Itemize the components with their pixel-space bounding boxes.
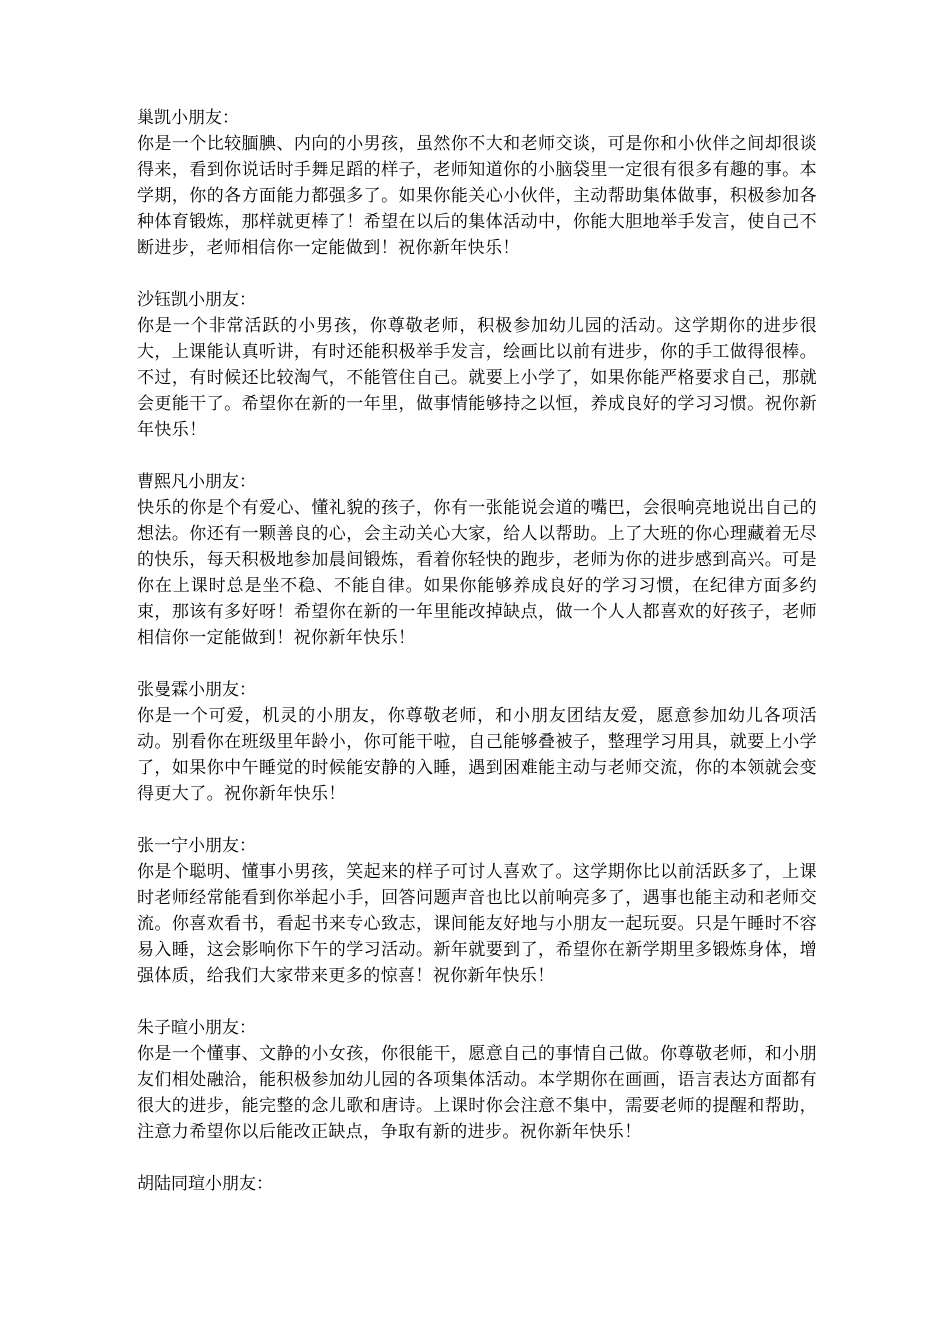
comment-entry	[137, 677, 817, 807]
comment-text: 你是个聪明、懂事小男孩，笑起来的样子可讨人喜欢了。这学期你比以前活跃多了，上课时老师经常能看到你举起小手，回答问题声音也比以前响亮多了，遇事也能主动和老师交流。你喜欢看书，看起书来专心致志，课间能友好地与小朋友一起玩耍。只是午睡时不容易入睡，这会影响你下午的学习活动。新年就要到了，希望你在新学期里多锻炼身体，增强体质，给我们大家带来更多的惊喜！祝你新年快乐！	[137, 862, 817, 986]
document-page	[137, 105, 817, 1223]
student-name: 张曼霖小朋友：	[137, 680, 256, 700]
comment-text: 你是一个懂事、文静的小女孩，你很能干，愿意自己的事情自己做。你尊敬老师，和小朋友们相处融洽，能积极参加幼儿园的各项集体活动。本学期你在画画，语言表达方面都有很大的进步，能完整的念儿歌和唐诗。上课时你会注意不集中，需要老师的提醒和帮助，注意力希望你以后能改正缺点，争取有新的进步。祝你新年快乐！	[137, 1044, 817, 1142]
comment-entry	[137, 1015, 817, 1145]
student-name: 巢凯小朋友：	[137, 108, 239, 128]
comment-entry	[137, 287, 817, 443]
comment-entry	[137, 1171, 817, 1197]
student-name: 张一宁小朋友：	[137, 836, 256, 856]
comment-text: 你是一个非常活跃的小男孩，你尊敬老师，积极参加幼儿园的活动。这学期你的进步很大，上课能认真听讲，有时还能积极举手发言，绘画比以前有进步，你的手工做得很棒。不过，有时候还比较淘气，不能管住自己。就要上小学了，如果你能严格要求自己，那就会更能干了。希望你在新的一年里，做事情能够持之以恒，养成良好的学习习惯。祝你新年快乐！	[137, 316, 817, 440]
comment-entry	[137, 105, 817, 261]
student-name: 曹熙凡小朋友：	[137, 472, 256, 492]
comment-text: 你是一个可爱，机灵的小朋友，你尊敬老师，和小朋友团结友爱，愿意参加幼儿各项活动。别看你在班级里年龄小，你可能干啦，自己能够叠被子，整理学习用具，就要上小学了，如果你中午睡觉的时候能安静的入睡，遇到困难能主动与老师交流，你的本领就会变得更大了。祝你新年快乐！	[137, 706, 817, 804]
comment-text: 快乐的你是个有爱心、懂礼貌的孩子，你有一张能说会道的嘴巴，会很响亮地说出自己的想法。你还有一颗善良的心，会主动关心大家，给人以帮助。上了大班的你心理藏着无尽的快乐，每天积极地参加晨间锻炼，看着你轻快的跑步，老师为你的进步感到高兴。可是你在上课时总是坐不稳、不能自律。如果你能够养成良好的学习习惯，在纪律方面多约束，那该有多好呀！希望你在新的一年里能改掉缺点，做一个人人都喜欢的好孩子，老师相信你一定能做到！祝你新年快乐！	[137, 498, 817, 648]
comment-entry	[137, 469, 817, 651]
student-name: 朱子暄小朋友：	[137, 1018, 256, 1038]
comment-text: 你是一个比较腼腆、内向的小男孩，虽然你不大和老师交谈，可是你和小伙伴之间却很谈得来，看到你说话时手舞足蹈的样子，老师知道你的小脑袋里一定很有很多有趣的事。本学期，你的各方面能力都强多了。如果你能关心小伙伴，主动帮助集体做事，积极参加各种体育锻炼，那样就更棒了！希望在以后的集体活动中，你能大胆地举手发言，使自己不断进步，老师相信你一定能做到！祝你新年快乐！	[137, 134, 817, 258]
student-name: 胡陆同瑄小朋友：	[137, 1174, 273, 1194]
student-name: 沙钰凯小朋友：	[137, 290, 256, 310]
comment-entry	[137, 833, 817, 989]
